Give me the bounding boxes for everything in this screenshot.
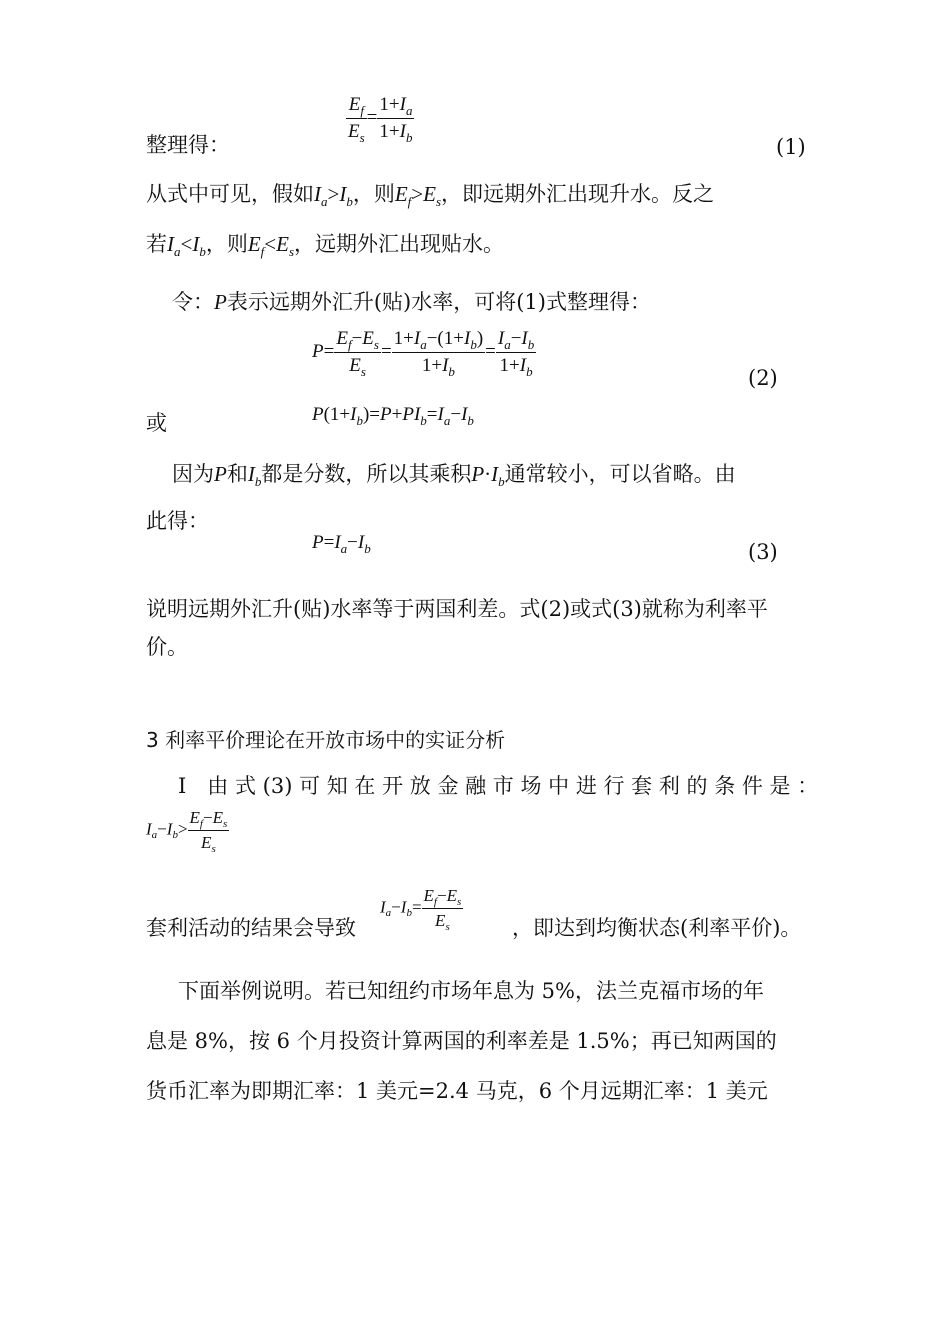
equation-1-number: (1) [776, 135, 806, 159]
equation-2: P= $\frac{E_f-E_s}{E_s}$ = $\frac{1+I_a-(1+I_b)}{1+I_b}$ = $\frac{I_a-I_b}{1+I_b}$ [312, 328, 535, 379]
paragraph-line-3: 若$I_a<I_b$，则$E_f<E_s$，远期外汇出现贴水。 [146, 232, 505, 259]
equation-2-alt: $P(1+I_b)=P+PI_b=I_a-I_b$ [312, 404, 474, 428]
paragraph-line-12: 货币汇率为即期汇率：1 美元=2.4 马克，6 个月远期汇率：1 美元 [146, 1079, 768, 1103]
math-ia-gt-ib: $I_a>I_b$ [314, 182, 353, 209]
math-ef-lt-es: $E_f<E_s$ [247, 232, 295, 259]
label-or: 或 [146, 411, 167, 435]
equation-3: $P=I_a-I_b$ [312, 532, 371, 556]
section-heading: 3 利率平价理论在开放市场中的实证分析 [146, 728, 506, 752]
paragraph-line-2: 从式中可见，假如$I_a>I_b$，则$E_f>E_s$，即远期外汇出现升水。反之 [146, 182, 715, 209]
label-zhengli: 整理得： [146, 133, 230, 157]
paragraph-line-11: 息是 8%，按 6 个月投资计算两国的利率差是 1.5%；再已知两国的 [146, 1029, 777, 1053]
paragraph-line-7: 说明远期外汇升(贴)水率等于两国利差。式(2)或式(3)就称为利率平 [146, 597, 768, 621]
paragraph-line-6: 此得： [146, 509, 209, 533]
paragraph-line-8: 价。 [146, 635, 188, 659]
math-ef-gt-es: $E_f>E_s$ [394, 182, 442, 209]
equation-2-number: (2) [748, 366, 778, 390]
paragraph-line-5: 因为P和$I_b$都是分数，所以其乘积$P\cdot I_b$通常较小，可以省略。由 [172, 462, 736, 489]
math-ia-lt-ib: $I_a<I_b$ [167, 232, 206, 259]
paragraph-line-9a: 套利活动的结果会导致 [146, 916, 356, 940]
paragraph-line-10: 下面举例说明。若已知纽约市场年息为 5%，法兰克福市场的年 [178, 979, 764, 1003]
item-1-line: Ⅰ 由 式 (3) 可 知 在 开 放 金 融 市 场 中 进 行 套 利 的 条 件 是 ： [178, 774, 819, 798]
equilibrium-equation: $I_a-I_b=$ $\frac{E_f-E_s}{E_s}$ [380, 886, 462, 933]
equation-3-number: (3) [748, 540, 778, 564]
paragraph-line-4: 令：P表示远期外汇升(贴)水率，可将(1)式整理得： [172, 290, 651, 314]
paragraph-line-9b: ，即达到均衡状态(利率平价)。 [512, 916, 802, 940]
inequality-condition: $I_a-I_b>$ $\frac{E_f-E_s}{E_s}$ [146, 808, 228, 855]
equation-1: $\frac{E_f}{E_s}$ = $\frac{1+I_a}{1+I_b}$ [348, 94, 413, 145]
